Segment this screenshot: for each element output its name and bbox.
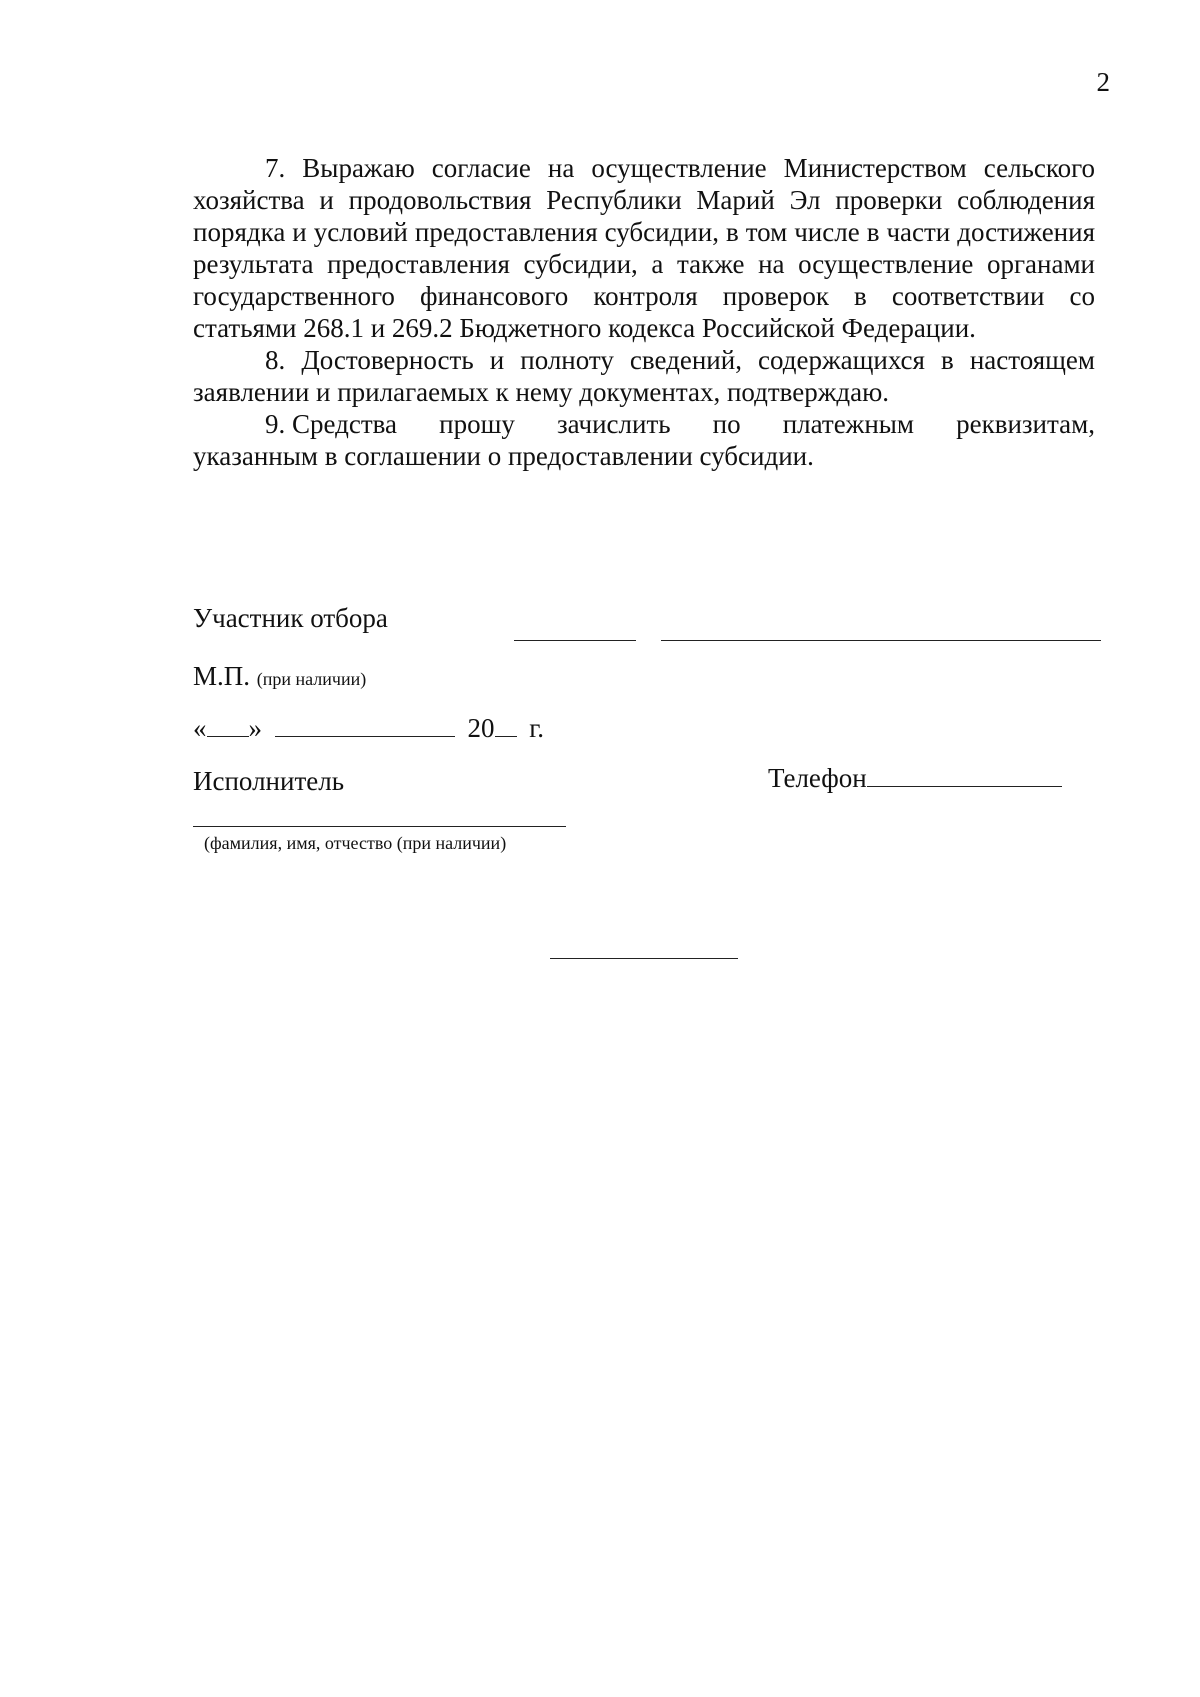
page-number: 2 — [1096, 67, 1110, 97]
day-blank — [207, 714, 249, 737]
signature-name-line — [661, 640, 1101, 641]
executor-label: Исполнитель — [193, 766, 345, 796]
date-close-quote: » — [248, 713, 262, 743]
phone-row — [768, 762, 1062, 794]
date-row — [193, 712, 544, 744]
paragraph-9-last-line: указанным в соглашении о предоставлении субсидии. — [193, 441, 814, 471]
p9-word: платежным — [782, 409, 915, 439]
signature-line — [514, 640, 636, 641]
date-open-quote: « — [193, 713, 207, 743]
p9-word: прошу — [439, 409, 515, 439]
fio-caption: (фамилия, имя, отчество (при наличии) — [204, 833, 507, 853]
paragraph-9-first-line — [193, 408, 1095, 440]
phone-label: Телефон — [768, 763, 867, 793]
year-suffix: г. — [529, 713, 545, 743]
end-separator-line — [550, 958, 738, 959]
paragraph-9 — [193, 408, 1095, 472]
paragraph-7: 7. Выражаю согласие на осуществление Министерством сельского хозяйства и продовольствия Республики Марий Эл проверки соблюдения порядка и условий предоставления субсидии, в том числе в части достижения результата предоставления субсидии, а также на осуществление органами государственного финансового контроля проверок в соответствии со статьями 268.1 и 269.2 Бюджетного кодекса Российской Федерации. — [193, 153, 1095, 343]
paragraph-8: 8. Достоверность и полноту сведений, содержащихся в настоящем заявлении и прилагаемых к нему документах, подтверждаю. — [193, 345, 1095, 407]
p9-word: по — [712, 409, 741, 439]
year-prefix: 20 — [467, 713, 495, 743]
p9-word: зачислить — [556, 409, 671, 439]
month-blank — [275, 714, 455, 737]
participant-label: Участник отбора — [193, 603, 388, 633]
fio-line — [193, 826, 566, 827]
seal-note: (при наличии) — [256, 669, 367, 689]
seal-row — [193, 660, 366, 695]
year-blank — [495, 714, 517, 737]
seal-label: М.П. — [193, 661, 251, 691]
document-body — [193, 152, 1095, 472]
p9-word: реквизитам, — [956, 409, 1095, 439]
phone-blank — [867, 764, 1062, 787]
p9-word: 9. Средства — [265, 409, 398, 439]
